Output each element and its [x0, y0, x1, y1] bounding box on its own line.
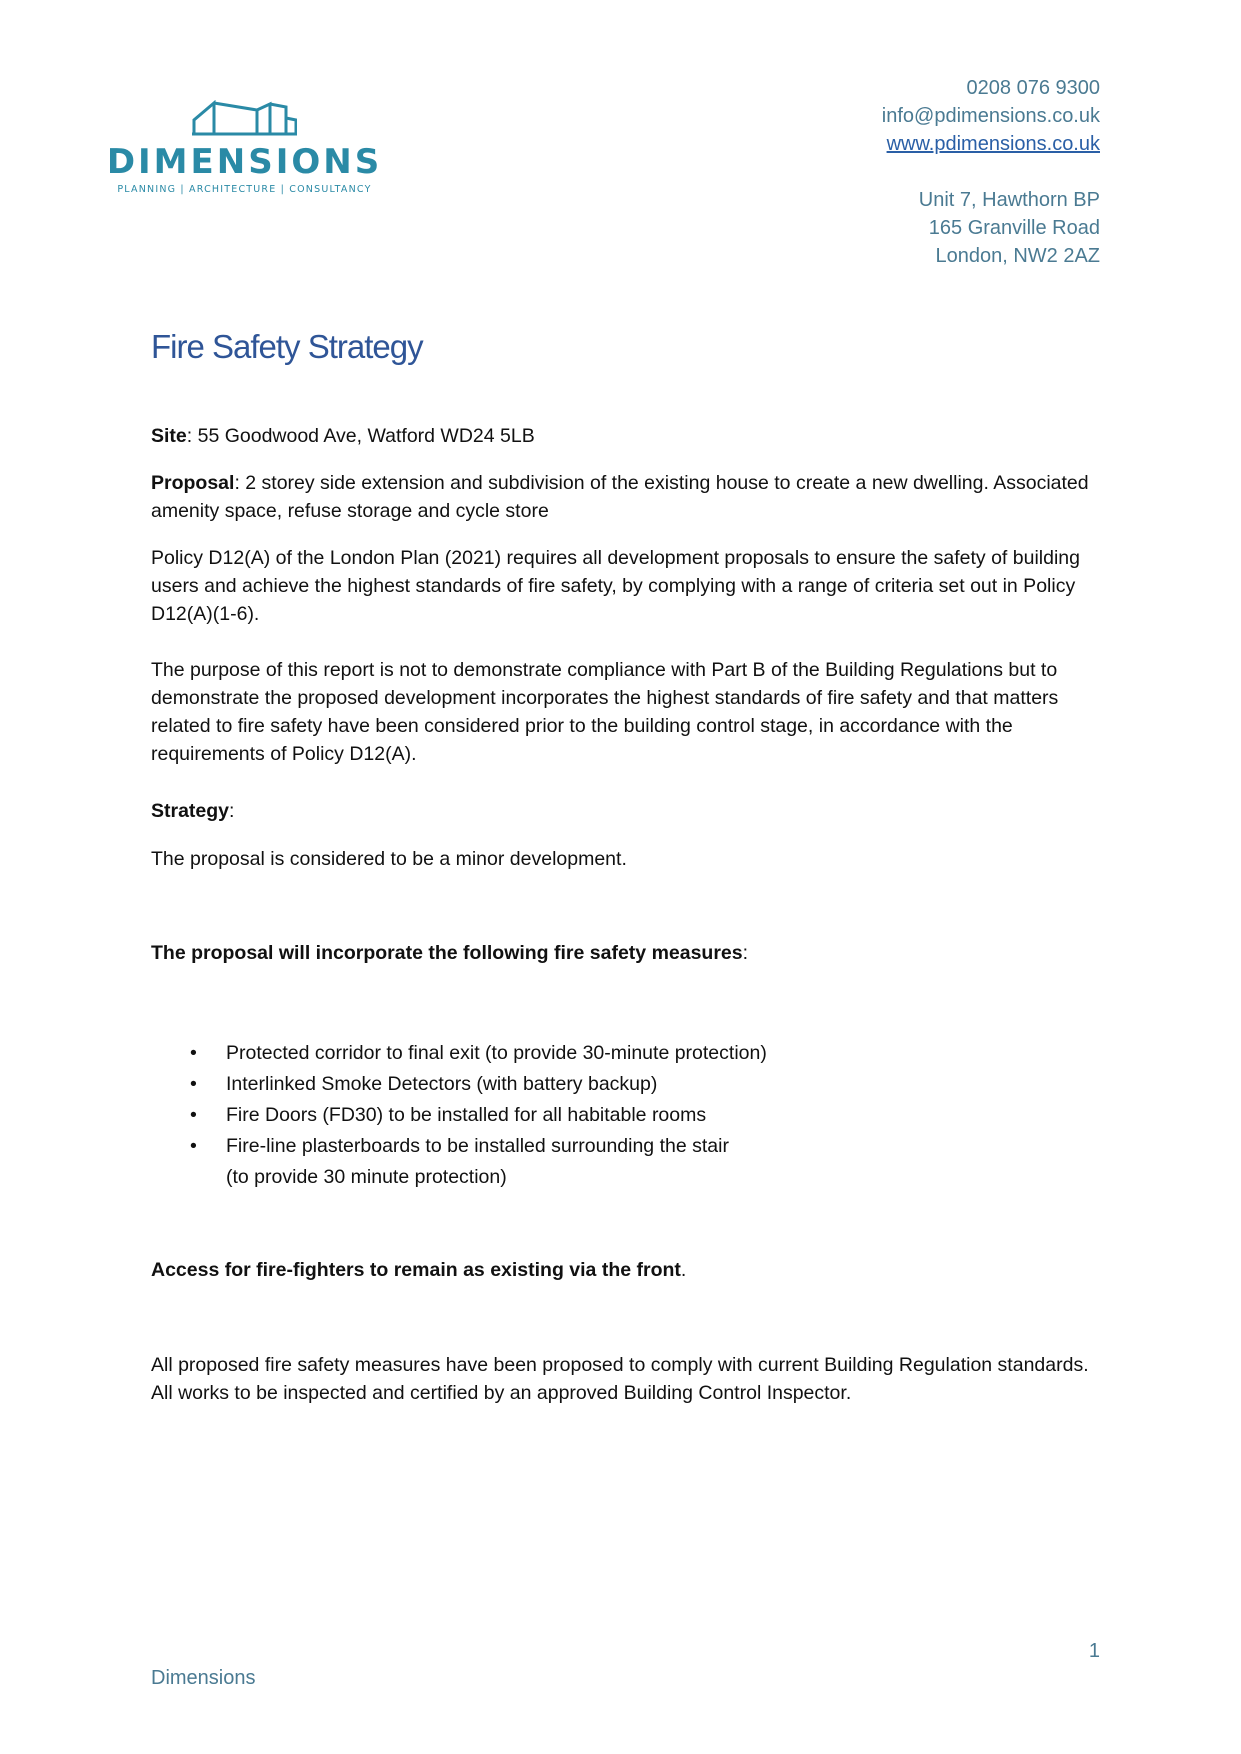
footer-company: Dimensions — [151, 1667, 256, 1689]
list-item — [190, 1069, 767, 1100]
company-logo — [72, 100, 417, 200]
list-item — [190, 1100, 767, 1131]
bullet-icon: • — [190, 1042, 197, 1064]
bullet-icon: • — [190, 1104, 197, 1126]
address-line-1: Unit 7, Hawthorn BP — [918, 189, 1100, 211]
list-item-text: Fire Doors (FD30) to be installed for all habitable rooms — [226, 1104, 707, 1126]
contact-block — [882, 74, 1100, 270]
access-text: Access for fire-fighters to remain as existing via the front — [151, 1259, 681, 1281]
bullet-icon: • — [190, 1073, 197, 1095]
site-label: Site — [151, 425, 187, 447]
list-item-text: Interlinked Smoke Detectors (with battery backup) — [226, 1073, 658, 1095]
measures-colon: : — [742, 942, 749, 964]
site-value: : 55 Goodwood Ave, Watford WD24 5LB — [186, 425, 535, 447]
list-item — [190, 1038, 767, 1069]
website-link[interactable]: www.pdimensions.co.uk — [886, 133, 1100, 155]
measures-list — [190, 1038, 767, 1193]
proposal-paragraph — [151, 469, 1091, 525]
strategy-heading — [151, 797, 1091, 825]
phone-number: 0208 076 9300 — [966, 77, 1100, 99]
list-item-text: Fire-line plasterboards to be installed surrounding the stair — [226, 1135, 729, 1157]
email-address: info@pdimensions.co.uk — [881, 105, 1100, 127]
list-item-continuation: (to provide 30 minute protection) — [226, 1166, 507, 1188]
access-statement — [151, 1256, 1091, 1284]
measures-heading-text: The proposal will incorporate the following fire safety measures — [151, 942, 743, 964]
policy-paragraph: Policy D12(A) of the London Plan (2021) requires all development proposals to ensure the safety of building users and achieve the highest standards of fire safety, by complying with a range of criteria set out in Policy D12(A)(1-6). — [151, 547, 1080, 625]
strategy-colon: : — [229, 800, 235, 822]
address-line-3: London, NW2 2AZ — [935, 245, 1100, 267]
document-title: Fire Safety Strategy — [151, 328, 423, 365]
proposal-value: : 2 storey side extension and subdivision of the existing house to create a new dwelling. Associated amenity space, refuse storage and cycle store — [151, 472, 1089, 522]
address-line-2: 165 Granville Road — [928, 217, 1100, 239]
page-number: 1 — [1088, 1640, 1100, 1662]
purpose-paragraph: The purpose of this report is not to demonstrate compliance with Part B of the Building Regulations but to demonstrate the proposed development incorporates the highest standards of fire safety and that matters related to fire safety have been considered prior to the building control stage, in accordance with the requirements of Policy D12(A). — [151, 659, 1059, 765]
logo-wordmark: DIMENSIONS — [106, 142, 383, 182]
proposal-label: Proposal — [151, 472, 235, 494]
logo-tagline: PLANNING | ARCHITECTURE | CONSULTANCY — [117, 184, 372, 195]
closing-paragraph: All proposed fire safety measures have been proposed to comply with current Building Regulation standards. All works to be inspected and certified by an approved Building Control Inspector. — [151, 1354, 1089, 1404]
strategy-label: Strategy — [151, 800, 230, 822]
access-period: . — [680, 1259, 687, 1281]
measures-heading — [151, 939, 1091, 967]
building-outline-icon — [192, 100, 297, 136]
list-item-text: Protected corridor to final exit (to provide 30-minute protection) — [226, 1042, 767, 1064]
list-item — [190, 1131, 767, 1162]
site-line — [151, 422, 1091, 450]
strategy-text: The proposal is considered to be a minor development. — [151, 848, 627, 870]
bullet-icon: • — [190, 1135, 197, 1157]
